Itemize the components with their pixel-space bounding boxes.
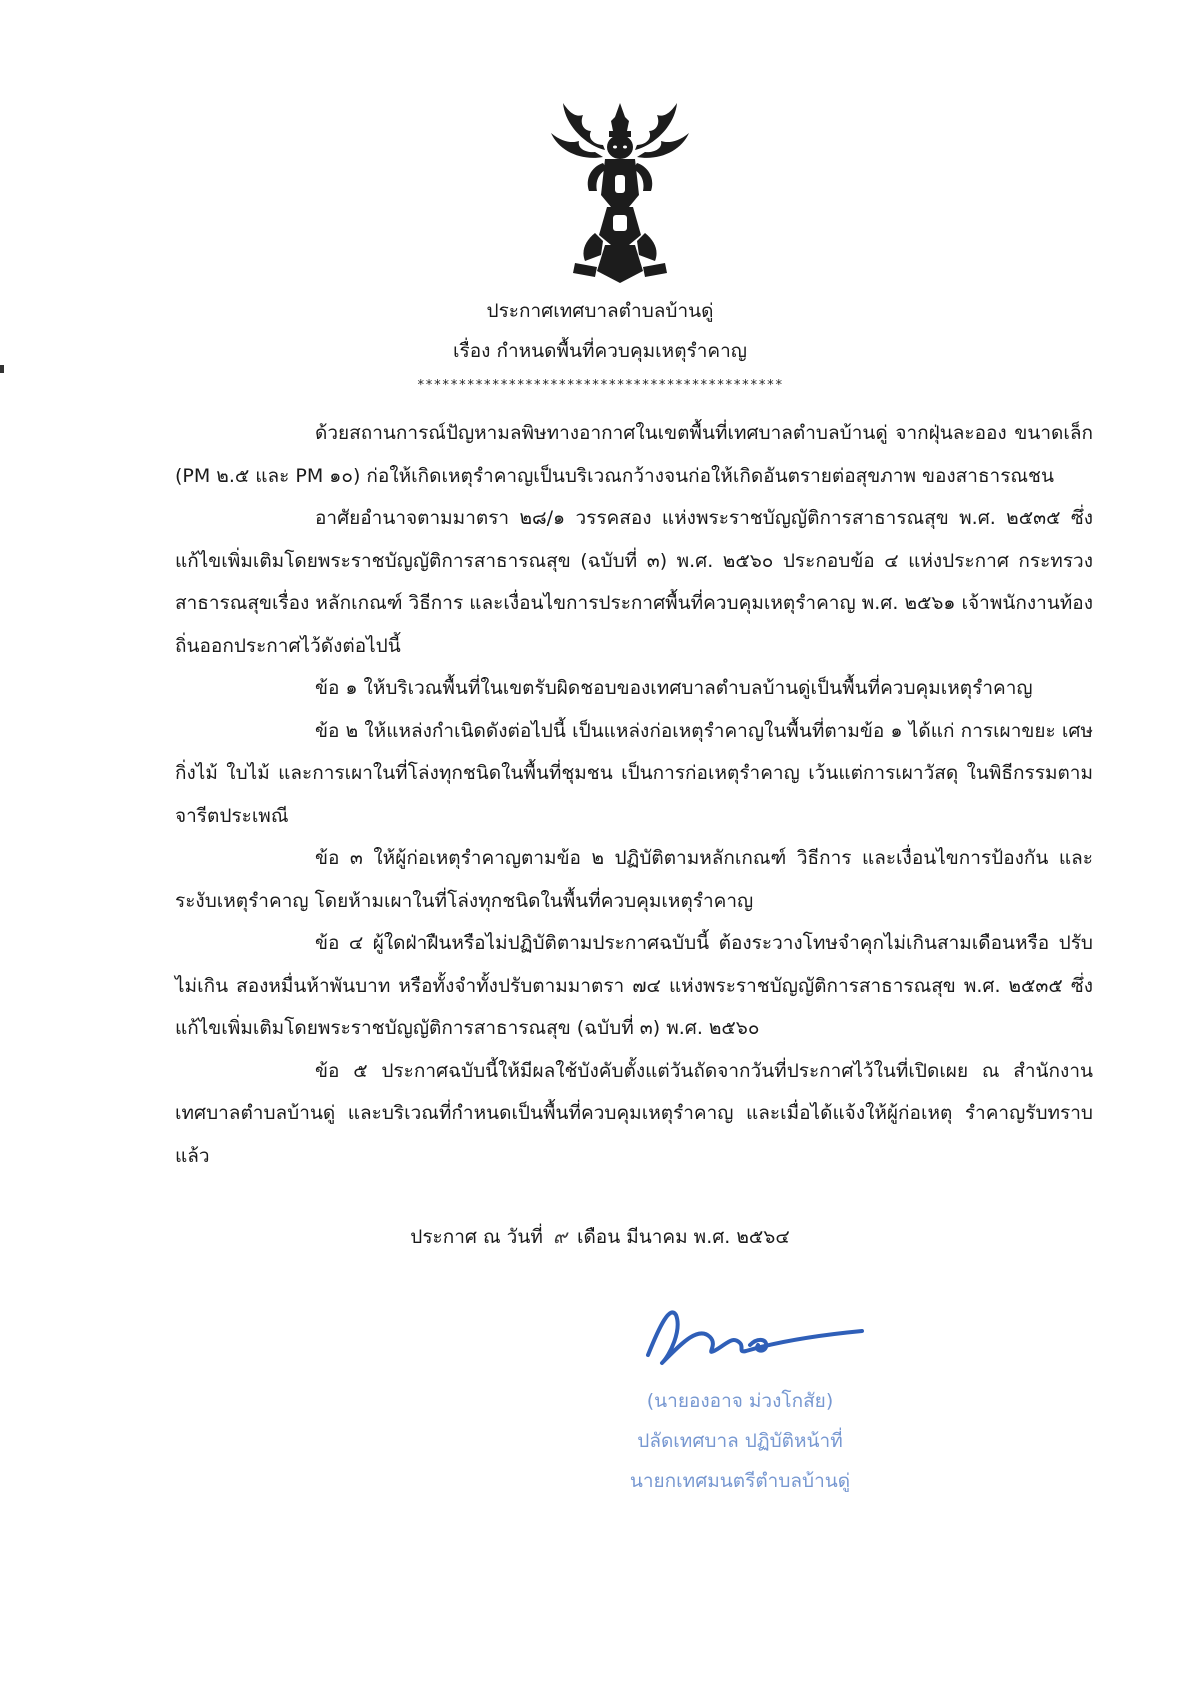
announcement-subject: เรื่อง กำหนดพื้นที่ควบคุมเหตุรำคาญ: [453, 340, 747, 362]
paragraph-clause-3: ข้อ ๓ ให้ผู้ก่อเหตุรำคาญตามข้อ ๒ ปฏิบัติตามหลักเกณฑ์ วิธีการ และเงื่อนไขการป้องกัน และระงับเหตุรำคาญ โดยห้ามเผาในที่โล่งทุกชนิดในพื้นที่ควบคุมเหตุรำคาญ: [175, 847, 1093, 912]
paragraph-clause-5: ข้อ ๕ ประกาศฉบับนี้ให้มีผลใช้บังคับตั้งแต่วันถัดจากวันที่ประกาศไว้ในที่เปิดเผย ณ สำนักงานเทศบาลตำบลบ้านดู่ และบริเวณที่กำหนดเป็นพื้นที่ควบคุมเหตุรำคาญ และเมื่อได้แจ้งให้ผู้ก่อเหตุ รำคาญรับทราบแล้ว: [175, 1059, 1093, 1167]
signer-name: (นายองอาจ ม่วงโกสัย): [646, 1390, 834, 1412]
date-prefix: ประกาศ ณ วันที่: [410, 1226, 543, 1248]
date-suffix: เดือน มีนาคม พ.ศ. ๒๕๖๔: [576, 1226, 790, 1248]
separator-line: ********************************************: [416, 378, 784, 393]
announcement-date: [0, 1222, 1200, 1252]
signer-position: ปลัดเทศบาล ปฏิบัติหน้าที่: [637, 1430, 843, 1452]
paragraph-clause-4: ข้อ ๔ ผู้ใดฝ่าฝืนหรือไม่ปฏิบัติตามประกาศฉบับนี้ ต้องระวางโทษจำคุกไม่เกินสามเดือนหรือ ปรับไม่เกิน สองหมื่นห้าพันบาท หรือทั้งจำทั้งปรับตามมาตรา ๗๔ แห่งพระราชบัญญัติการสาธารณสุข พ.ศ. ๒๕๓๕ ซึ่งแก้ไขเพิ่มเติมโดยพระราชบัญญัติการสาธารณสุข (ฉบับที่ ๓) พ.ศ. ๒๕๖๐: [175, 932, 1093, 1039]
paragraph-clause-1: ข้อ ๑ ให้บริเวณพื้นที่ในเขตรับผิดชอบของเทศบาลตำบลบ้านดู่เป็นพื้นที่ควบคุมเหตุรำคาญ: [315, 677, 1033, 699]
date-day: ๙: [552, 1226, 567, 1248]
handwritten-signature: [640, 1285, 870, 1375]
margin-mark: [0, 365, 4, 373]
paragraph-clause-2: ข้อ ๒ ให้แหล่งกำเนิดดังต่อไปนี้ เป็นแหล่งก่อเหตุรำคาญในพื้นที่ตามข้อ ๑ ได้แก่ การเผาขยะ เศษกิ่งไม้ ใบไม้ และการเผาในที่โล่งทุกชนิดในพื้นที่ชุมชน เป็นการก่อเหตุรำคาญ เว้นแต่การเผาวัสดุ ในพิธีกรรมตามจารีตประเพณี: [175, 719, 1093, 827]
announcement-body: [175, 412, 1093, 1177]
paragraph-background: ด้วยสถานการณ์ปัญหามลพิษทางอากาศในเขตพื้นที่เทศบาลตำบลบ้านดู่ จากฝุ่นละออง ขนาดเล็ก (PM ๒.๕ และ PM ๑๐) ก่อให้เกิดเหตุรำคาญเป็นบริเวณกว้างจนก่อให้เกิดอันตรายต่อสุขภาพ ของสาธารณชน: [175, 422, 1093, 487]
garuda-emblem-icon: [545, 95, 695, 285]
paragraph-authority: อาศัยอำนาจตามมาตรา ๒๘/๑ วรรคสอง แห่งพระราชบัญญัติการสาธารณสุข พ.ศ. ๒๕๓๕ ซึ่งแก้ไขเพิ่มเติมโดยพระราชบัญญัติการสาธารณสุข (ฉบับที่ ๓) พ.ศ. ๒๕๖๐ ประกอบข้อ ๔ แห่งประกาศ กระทรวงสาธารณสุขเรื่อง หลักเกณฑ์ วิธีการ และเงื่อนไขการประกาศพื้นที่ควบคุมเหตุรำคาญ พ.ศ. ๒๕๖๑ เจ้าพนักงานท้องถิ่นออกประกาศไว้ดังต่อไปนี้: [175, 507, 1093, 657]
signer-acting-position: นายกเทศมนตรีตำบลบ้านดู่: [629, 1470, 851, 1492]
announcement-title: ประกาศเทศบาลตำบลบ้านดู่: [486, 300, 714, 322]
